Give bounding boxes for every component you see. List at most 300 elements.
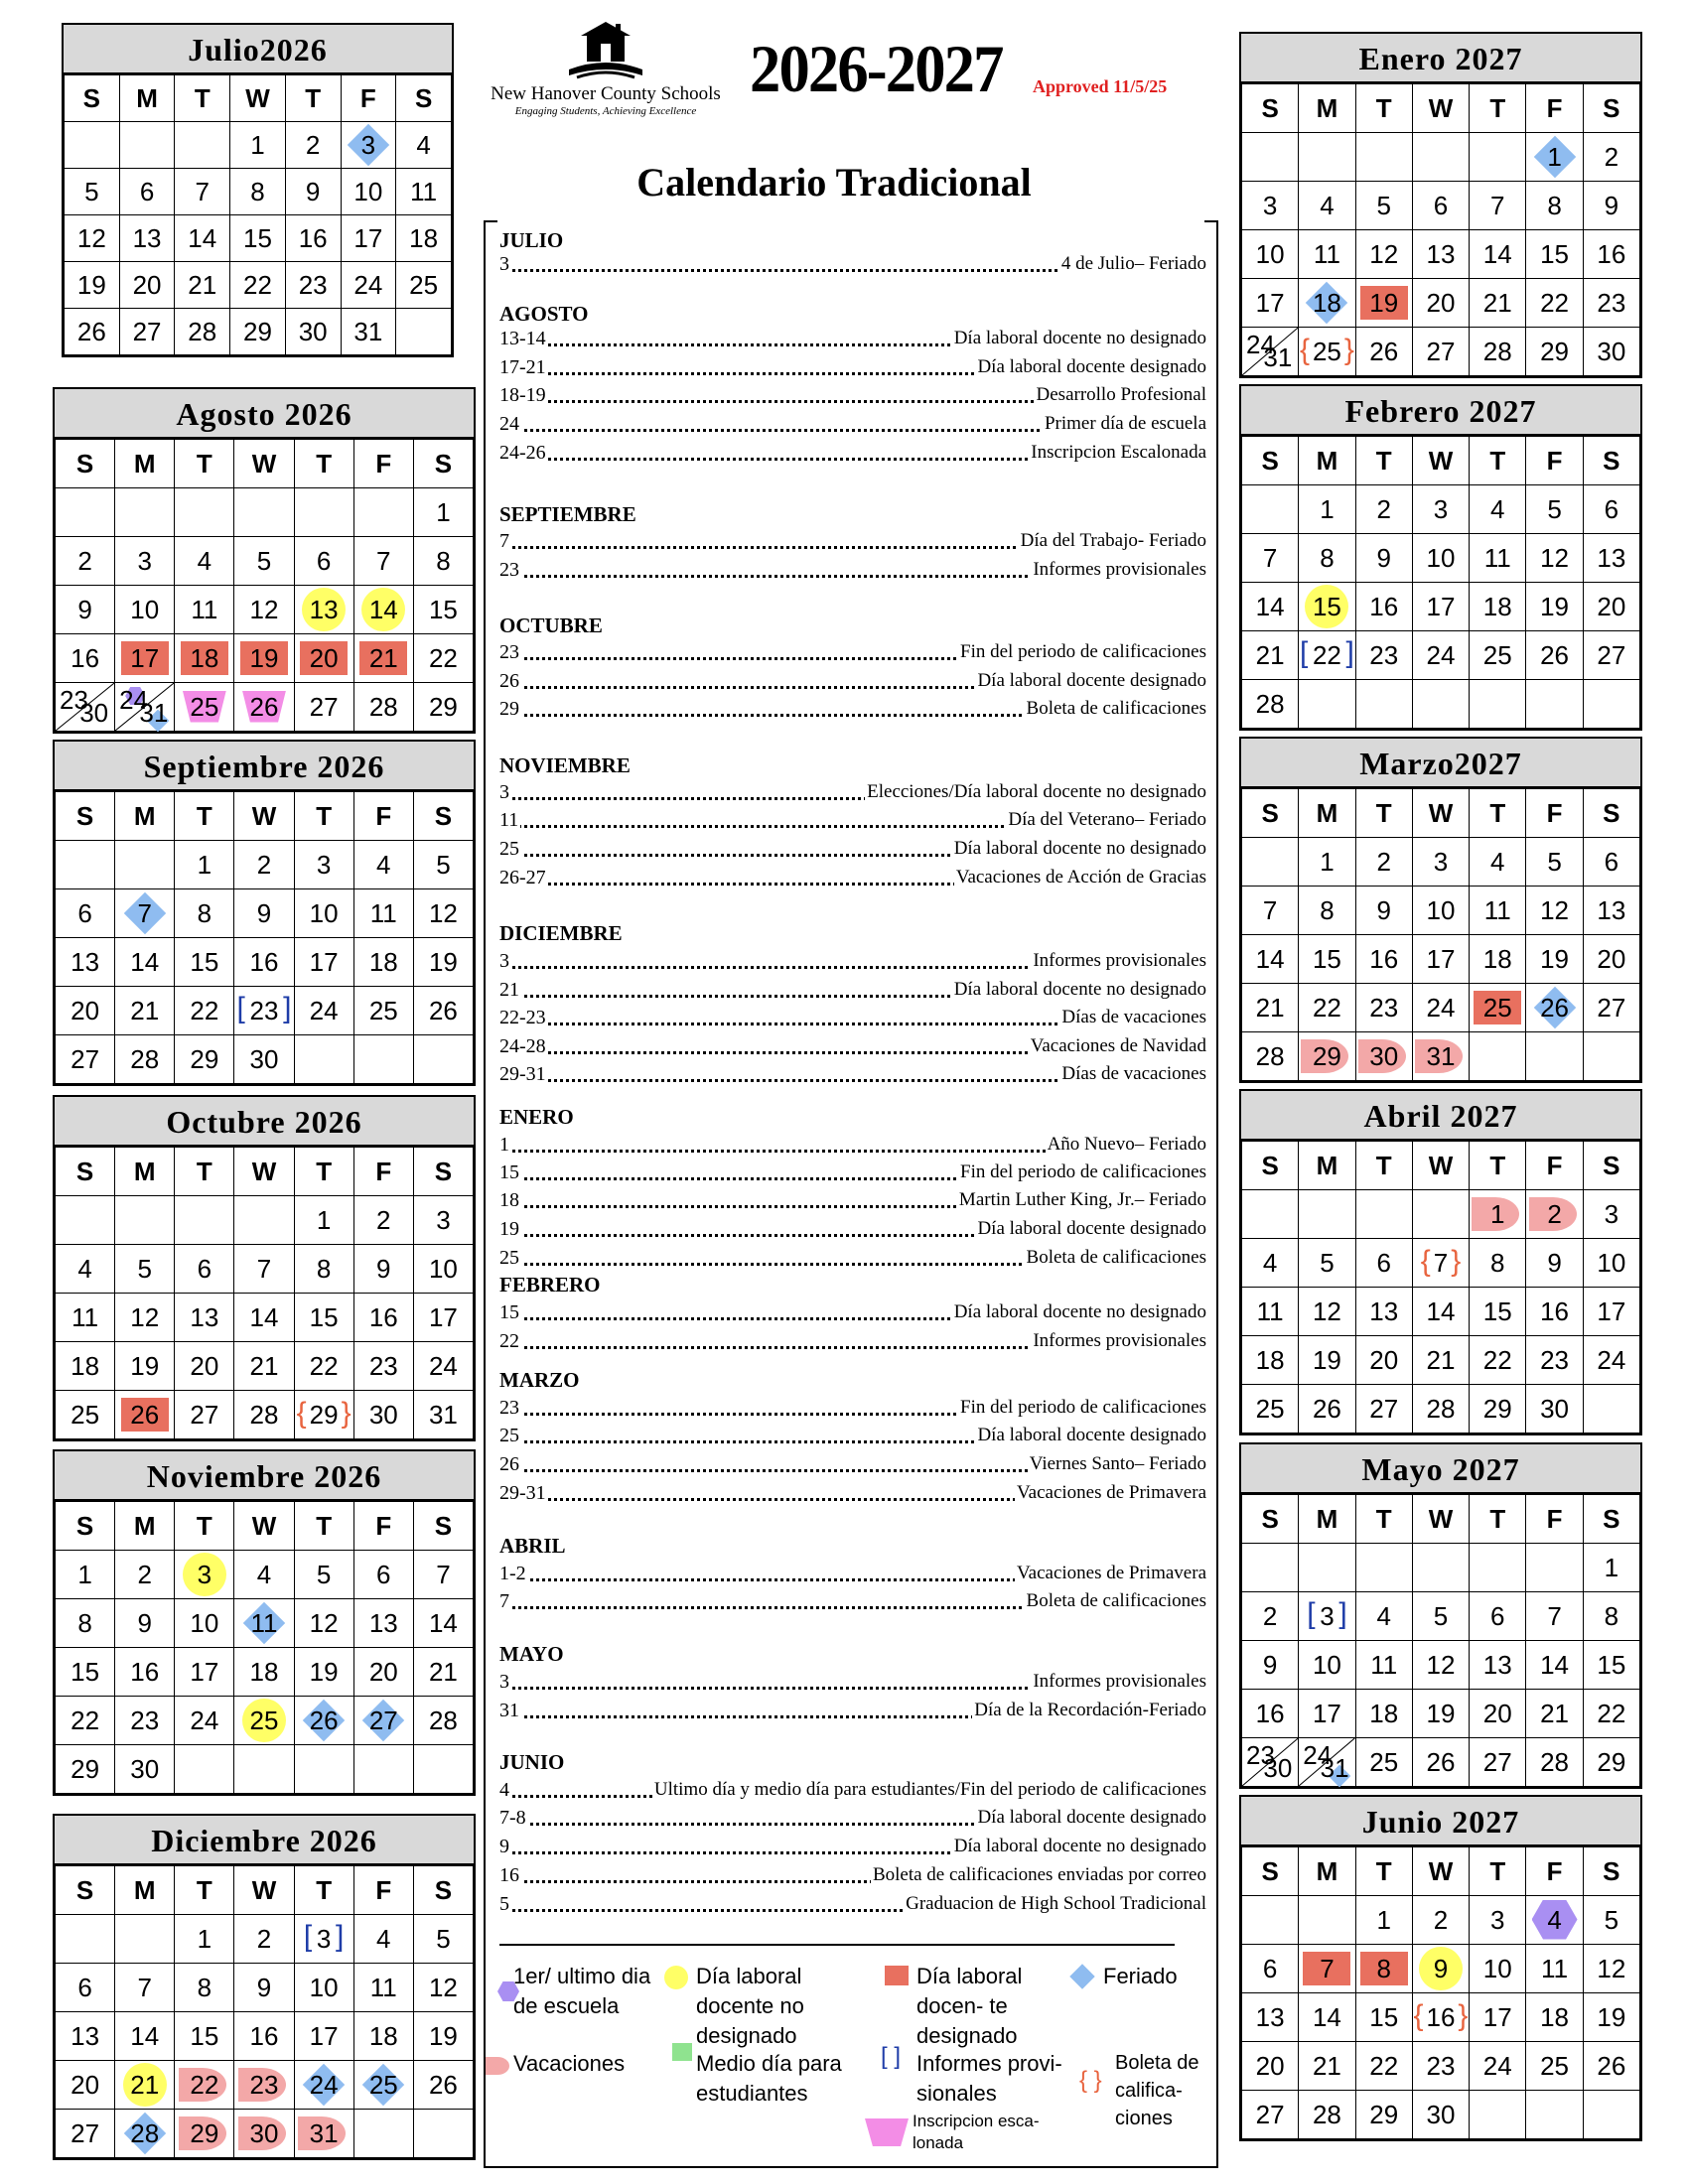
day-number: 24	[428, 1350, 458, 1381]
designated-mark: 19	[1369, 287, 1399, 318]
week-row	[1242, 534, 1640, 583]
day-number: 30	[79, 698, 109, 728]
day-cell	[341, 262, 396, 309]
day-number: 4	[197, 545, 212, 576]
day-number: 16	[1255, 1698, 1285, 1728]
event-date: 18	[499, 1189, 519, 1211]
holiday-mark: 25	[368, 2069, 398, 2100]
day-cell	[175, 2061, 234, 2110]
day-number: 12	[249, 594, 279, 624]
day-cell	[56, 634, 115, 683]
day-number: 27	[190, 1399, 219, 1430]
day-number: 23	[1369, 639, 1399, 670]
day-cell	[1470, 1288, 1526, 1336]
event-description: Fin del periodo de calificaciones	[960, 641, 1206, 662]
legend-divider	[499, 1944, 1175, 1946]
day-header: T	[175, 1148, 234, 1196]
day-number: 1	[436, 496, 451, 527]
event-row	[499, 809, 1206, 832]
week-row	[56, 1697, 474, 1745]
day-number: 8	[316, 1253, 332, 1284]
event-date: 3	[499, 950, 509, 972]
day-number: 9	[77, 594, 92, 624]
event-row	[499, 413, 1206, 436]
day-cell	[115, 488, 175, 537]
day-cell	[1355, 1896, 1412, 1945]
day-number: 15	[1369, 2001, 1399, 2032]
day-cell	[1412, 279, 1469, 328]
week-row	[56, 2110, 474, 2158]
day-cell	[294, 1599, 353, 1648]
day-number: 27	[1597, 639, 1626, 670]
day-number: 11	[1483, 542, 1511, 573]
day-cell	[294, 537, 353, 586]
day-cell	[115, 1697, 175, 1745]
interim-report-mark: [ 3 ]	[1320, 1603, 1334, 1629]
day-number: 4	[1490, 846, 1505, 877]
event-row	[499, 1035, 1206, 1058]
day-header: F	[1526, 84, 1583, 133]
day-cell	[294, 1648, 353, 1697]
day-number: 13	[1482, 1649, 1512, 1680]
day-number: 9	[256, 1972, 272, 2002]
district-tagline: Engaging Students, Achieving Excellence	[514, 105, 697, 117]
day-cell	[1299, 1544, 1355, 1592]
day-number: 31	[1320, 1753, 1349, 1783]
day-cell	[1299, 1385, 1355, 1433]
day-cell	[234, 488, 294, 537]
day-cell	[175, 683, 234, 732]
event-date: 3	[499, 1671, 509, 1693]
day-number: 7	[1547, 1600, 1562, 1631]
day-cell	[1299, 631, 1355, 680]
day-header: T	[1355, 1495, 1412, 1544]
event-month-heading: OCTUBRE	[499, 614, 603, 637]
day-number: 26	[1312, 1393, 1341, 1424]
day-header: S	[1583, 437, 1639, 485]
day-cell	[115, 1245, 175, 1294]
day-number: 10	[1255, 238, 1285, 269]
day-number: 10	[309, 897, 339, 928]
day-cell	[1526, 230, 1583, 279]
week-row	[56, 1648, 474, 1697]
day-number: 12	[1369, 238, 1399, 269]
day-number: 8	[250, 176, 265, 206]
day-cell	[175, 841, 234, 889]
week-row	[1242, 2042, 1640, 2091]
day-cell	[1526, 631, 1583, 680]
event-description: Fin del periodo de calificaciones	[960, 1161, 1206, 1182]
day-number: 14	[1482, 238, 1512, 269]
day-cell	[1299, 1190, 1355, 1239]
day-cell	[1526, 838, 1583, 887]
day-header: T	[294, 1866, 353, 1915]
event-date: 21	[499, 979, 519, 1001]
day-cell	[115, 1964, 175, 2012]
day-number: 27	[1369, 1393, 1399, 1424]
vacation-mark: 22	[190, 2069, 219, 2100]
day-cell	[413, 634, 473, 683]
day-cell	[175, 634, 234, 683]
event-row	[499, 950, 1206, 973]
day-cell	[1470, 935, 1526, 984]
event-row	[499, 384, 1206, 407]
day-cell	[230, 215, 286, 262]
day-cell	[1412, 935, 1469, 984]
day-number: 23	[1246, 1740, 1275, 1770]
day-cell	[353, 987, 413, 1035]
day-cell	[1470, 1738, 1526, 1787]
day-cell	[1412, 1690, 1469, 1738]
day-number: 9	[137, 1607, 152, 1638]
day-number: 2	[256, 1923, 272, 1954]
day-cell	[1526, 1690, 1583, 1738]
day-header: M	[115, 1866, 175, 1915]
event-date: 4	[499, 1779, 509, 1801]
day-cell	[175, 1342, 234, 1391]
day-number: 14	[1540, 1649, 1569, 1680]
day-number: 27	[70, 2117, 100, 2148]
day-header: S	[413, 792, 473, 841]
holiday-mark: 28	[130, 2117, 160, 2148]
day-number: 21	[1426, 1344, 1456, 1375]
day-cell	[353, 1391, 413, 1439]
day-cell	[1470, 2091, 1526, 2139]
day-header: S	[56, 792, 115, 841]
event-row	[499, 1482, 1206, 1505]
day-header: M	[115, 1148, 175, 1196]
day-header: F	[353, 792, 413, 841]
day-cell	[230, 262, 286, 309]
day-number: 5	[256, 545, 272, 576]
day-cell	[115, 938, 175, 987]
event-row	[499, 838, 1206, 861]
day-cell	[56, 841, 115, 889]
event-description: Inscripcion Escalonada	[1031, 442, 1206, 463]
day-cell	[1242, 1690, 1299, 1738]
day-cell	[56, 1035, 115, 1084]
day-number: 5	[316, 1559, 332, 1589]
day-number: 29	[1482, 1393, 1512, 1424]
day-cell	[175, 1648, 234, 1697]
day-cell	[175, 1697, 234, 1745]
day-number: 9	[1262, 1649, 1278, 1680]
calendar-nov26	[53, 1449, 476, 1796]
week-row	[56, 1391, 474, 1439]
day-cell	[413, 1196, 473, 1245]
non-designated-mark: 25	[249, 1705, 279, 1735]
day-number: 16	[70, 642, 100, 673]
report-card-mark: { 7 }	[1434, 1250, 1448, 1276]
event-row	[499, 1864, 1206, 1887]
vacation-mark: 30	[249, 2117, 279, 2148]
day-cell	[285, 309, 341, 355]
event-date: 5	[499, 1893, 509, 1915]
month-title: Enero 2027	[1241, 34, 1640, 83]
day-number: 7	[195, 176, 210, 206]
week-row	[1242, 182, 1640, 230]
day-number: 4	[77, 1253, 92, 1284]
event-description: Vacaciones de Acción de Gracias	[955, 867, 1206, 887]
report-card-icon: { }	[1079, 2067, 1102, 2094]
day-header: S	[1583, 1847, 1639, 1896]
day-number: 20	[190, 1350, 219, 1381]
day-number: 10	[1597, 1247, 1626, 1278]
day-cell	[413, 683, 473, 732]
day-cell	[413, 1697, 473, 1745]
calendar-dec26	[53, 1814, 476, 2160]
day-cell	[1299, 534, 1355, 583]
day-cell	[294, 1196, 353, 1245]
day-number: 21	[428, 1656, 458, 1687]
day-cell	[1299, 328, 1355, 376]
day-number: 25	[1255, 1393, 1285, 1424]
day-number: 30	[1426, 2099, 1456, 2129]
day-number: 13	[132, 222, 162, 253]
day-cell	[1583, 631, 1639, 680]
day-number: 22	[190, 995, 219, 1025]
day-number: 20	[70, 2069, 100, 2100]
event-row	[499, 530, 1206, 553]
day-cell	[1355, 133, 1412, 182]
day-cell	[1470, 182, 1526, 230]
calendar-oct26	[53, 1095, 476, 1441]
week-row	[56, 683, 474, 732]
day-number: 2	[137, 1559, 152, 1589]
day-number: 19	[130, 1350, 160, 1381]
day-cell	[1242, 984, 1299, 1032]
day-cell	[1412, 838, 1469, 887]
day-number: 1	[1320, 846, 1335, 877]
day-number: 17	[428, 1301, 458, 1332]
day-number: 19	[1426, 1698, 1456, 1728]
event-month-heading: NOVIEMBRE	[499, 753, 631, 777]
day-number: 11	[1313, 238, 1340, 269]
day-number: 5	[436, 849, 451, 880]
event-date: 23	[499, 559, 519, 581]
day-number: 13	[70, 2020, 100, 2051]
calendar-subtitle: Calendario Tradicional	[636, 160, 1032, 205]
week-row	[1242, 1336, 1640, 1385]
event-date: 24-26	[499, 442, 546, 464]
day-number: 27	[132, 316, 162, 346]
day-cell	[175, 169, 230, 215]
day-number: 5	[1320, 1247, 1335, 1278]
day-cell	[413, 1391, 473, 1439]
day-cell	[285, 262, 341, 309]
day-number: 5	[436, 1923, 451, 1954]
day-header: S	[1242, 437, 1299, 485]
day-number: 28	[1540, 1746, 1569, 1777]
day-header: F	[341, 75, 396, 122]
day-number: 24	[353, 269, 383, 300]
event-description: Informes provisionales	[1033, 950, 1206, 971]
day-cell	[1242, 1336, 1299, 1385]
day-cell	[115, 1648, 175, 1697]
event-date: 29-31	[499, 1063, 546, 1085]
event-row	[499, 1063, 1206, 1086]
day-number: 12	[130, 1301, 160, 1332]
day-cell	[175, 488, 234, 537]
week-row	[1242, 1288, 1640, 1336]
day-number: 7	[1262, 542, 1278, 573]
day-cell	[175, 1745, 234, 1794]
day-number: 17	[1426, 943, 1456, 974]
day-cell	[1242, 2091, 1299, 2139]
event-row	[499, 1218, 1206, 1241]
day-number: 21	[130, 995, 160, 1025]
day-cell	[1412, 1336, 1469, 1385]
day-number: 17	[353, 222, 383, 253]
day-number: 18	[368, 2020, 398, 2051]
day-number: 6	[1262, 1953, 1278, 1983]
half-day-icon	[672, 2043, 692, 2061]
day-number: 21	[188, 269, 217, 300]
day-cell	[294, 2061, 353, 2110]
day-number: 6	[139, 176, 155, 206]
day-cell	[1355, 328, 1412, 376]
day-number: 3	[1604, 1198, 1619, 1229]
non-designated-mark: 9	[1433, 1953, 1449, 1983]
day-header: S	[413, 1502, 473, 1551]
day-number: 22	[1369, 2050, 1399, 2081]
event-date: 13-14	[499, 328, 546, 349]
week-row	[56, 1342, 474, 1391]
day-number: 6	[1376, 1247, 1391, 1278]
day-cell	[413, 1342, 473, 1391]
day-number: 5	[1547, 846, 1562, 877]
day-cell	[1526, 1738, 1583, 1787]
month-title: Julio2026	[64, 25, 452, 74]
day-cell	[1470, 2042, 1526, 2091]
day-cell	[294, 938, 353, 987]
day-cell	[413, 938, 473, 987]
event-description: Día del Veterano– Feriado	[1008, 809, 1206, 830]
event-date: 7	[499, 1590, 509, 1612]
day-cell	[234, 537, 294, 586]
day-cell	[1412, 2091, 1469, 2139]
day-header: M	[1299, 84, 1355, 133]
day-number: 20	[1597, 943, 1626, 974]
day-cell	[1412, 1738, 1469, 1787]
day-number: 18	[70, 1350, 100, 1381]
legend-holiday: Feriado	[1103, 1964, 1178, 1988]
day-cell	[1583, 1945, 1639, 1993]
day-cell	[1583, 1544, 1639, 1592]
day-cell	[1299, 1641, 1355, 1690]
day-cell	[413, 1745, 473, 1794]
day-header: F	[1526, 1847, 1583, 1896]
day-number: 3	[316, 849, 332, 880]
day-number: 24	[1426, 992, 1456, 1023]
week-row	[1242, 1896, 1640, 1945]
day-cell	[1355, 1592, 1412, 1641]
day-cell	[1355, 2042, 1412, 2091]
holiday-mark: 7	[137, 897, 152, 928]
day-cell	[1355, 1336, 1412, 1385]
day-cell	[353, 2110, 413, 2158]
legend-vacation: Vacaciones	[513, 2051, 626, 2076]
day-cell	[175, 1196, 234, 1245]
day-number: 17	[1597, 1296, 1626, 1326]
interim-icon: [ ]	[881, 2043, 902, 2070]
day-cell	[56, 586, 115, 634]
day-number: 5	[137, 1253, 152, 1284]
day-number: 31	[428, 1399, 458, 1430]
day-header: W	[234, 792, 294, 841]
week-row	[1242, 583, 1640, 631]
day-number: 30	[1540, 1393, 1569, 1424]
day-number: 29	[70, 1753, 100, 1784]
day-cell	[234, 1551, 294, 1599]
designated-mark: 26	[130, 1399, 160, 1430]
day-header: M	[1299, 1495, 1355, 1544]
event-row	[499, 1453, 1206, 1476]
day-cell	[56, 488, 115, 537]
day-number: 14	[130, 2020, 160, 2051]
event-month-heading: ENERO	[499, 1105, 574, 1129]
day-header: M	[1299, 1847, 1355, 1896]
day-cell	[1299, 984, 1355, 1032]
day-cell	[294, 987, 353, 1035]
day-number: 18	[1369, 1698, 1399, 1728]
day-cell	[234, 1697, 294, 1745]
day-number: 19	[76, 269, 106, 300]
month-title: Marzo2027	[1241, 739, 1640, 788]
day-cell	[175, 1245, 234, 1294]
day-number: 26	[1426, 1746, 1456, 1777]
day-cell	[1470, 1993, 1526, 2042]
day-cell	[234, 1294, 294, 1342]
designated-mark: 21	[368, 642, 398, 673]
day-cell	[1526, 935, 1583, 984]
event-description: Año Nuevo– Feriado	[1047, 1134, 1206, 1155]
designated-mark: 8	[1376, 1953, 1391, 1983]
day-number: 17	[1312, 1698, 1341, 1728]
day-cell	[353, 1599, 413, 1648]
day-number: 22	[1540, 287, 1569, 318]
day-number: 12	[1540, 894, 1569, 925]
day-number: 4	[376, 849, 391, 880]
day-cell	[353, 1648, 413, 1697]
day-cell	[1526, 133, 1583, 182]
event-row	[499, 1161, 1206, 1184]
day-number: 31	[353, 316, 383, 346]
day-cell	[1583, 1190, 1639, 1239]
designated-mark: 19	[249, 642, 279, 673]
day-cell	[1526, 1945, 1583, 1993]
day-cell	[413, 586, 473, 634]
day-number: 24	[190, 1705, 219, 1735]
day-cell	[1242, 838, 1299, 887]
week-row	[56, 1964, 474, 2012]
event-description: Informes provisionales	[1033, 1330, 1206, 1351]
event-description: Día laboral docente designado	[977, 356, 1206, 377]
event-description: Elecciones/Día laboral docente no designado	[867, 781, 1206, 802]
day-cell	[353, 683, 413, 732]
day-cell	[1526, 1385, 1583, 1433]
event-description: Boleta de calificaciones	[1026, 698, 1206, 719]
event-description: Boleta de calificaciones enviadas por correo	[872, 1864, 1206, 1885]
day-number: 27	[1426, 336, 1456, 366]
non-designated-mark: 14	[368, 594, 398, 624]
event-row	[499, 1807, 1206, 1830]
day-cell	[56, 1196, 115, 1245]
day-number: 1	[1320, 493, 1335, 524]
day-number: 8	[77, 1607, 92, 1638]
day-cell	[234, 938, 294, 987]
day-cell	[413, 1035, 473, 1084]
